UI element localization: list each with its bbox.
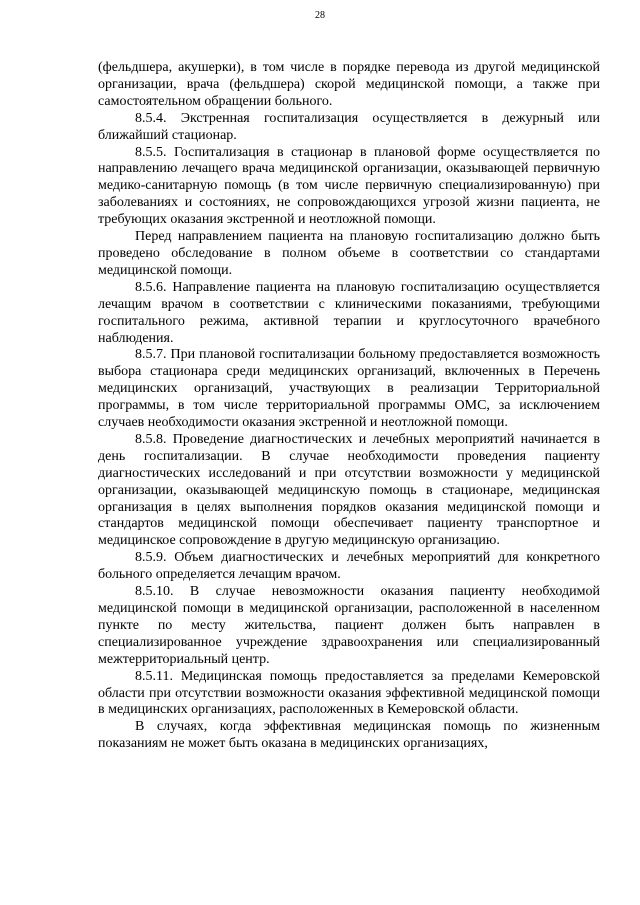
paragraph-8-5-8: 8.5.8. Проведение диагностических и лечебных мероприятий начинается в день госпитализации. В случае необходимости проведения пациенту диагностических исследований и при отсутствии возможности у медицинской организации, оказывающей медицинскую помощь в стационаре, медицинская организация в целях выполнения порядков оказания медицинской помощи и стандартов медицинской помощи обеспечивает пациенту транспортное и медицинское сопровождение в другую медицинскую организацию.	[98, 431, 600, 549]
paragraph-8-5-9: 8.5.9. Объем диагностических и лечебных мероприятий для конкретного больного определяется лечащим врачом.	[98, 550, 600, 583]
paragraph-pre-referral: Перед направлением пациента на плановую госпитализацию должно быть проведено обследование в полном объеме в соответствии со стандартами медицинской помощи.	[98, 229, 600, 278]
paragraph-8-5-7: 8.5.7. При плановой госпитализации больному предоставляется возможность выбора стационара среди медицинских организаций, включенных в Перечень медицинских организаций, участвующих в реализации Территориальной программы, в том числе территориальной программы ОМС, за исключением случаев необходимости оказания экстренной и неотложной помощи.	[98, 347, 600, 431]
paragraph-8-5-11: 8.5.11. Медицинская помощь предоставляется за пределами Кемеровской области при отсутствии возможности оказания эффективной медицинской помощи в медицинских организациях, расположенных в Кемеровской области.	[98, 668, 600, 718]
paragraph-life-indications: В случаях, когда эффективная медицинская помощь по жизненным показаниям не может быть оказана в медицинских организациях,	[98, 719, 600, 752]
paragraph-8-5-10: 8.5.10. В случае невозможности оказания пациенту необходимой медицинской помощи в медицинской организации, расположенной в населенном пункте по месту жительства, пациент должен быть направлен в специализированное учреждение здравоохранения или специализированный межтерриториальный центр.	[98, 584, 600, 667]
document-body	[98, 60, 600, 753]
paragraph-8-5-5: 8.5.5. Госпитализация в стационар в плановой форме осуществляется по направлению лечащего врача медицинской организации, оказывающей первичную медико-санитарную помощь (в том числе первичную специализированную) при заболеваниях и состояниях, не сопровождающихся угрозой жизни пациента, не требующих оказания экстренной и неотложной помощи.	[98, 144, 600, 228]
paragraph-continuation: (фельдшера, акушерки), в том числе в порядке перевода из другой медицинской организации, врача (фельдшера) скорой медицинской помощи, а также при самостоятельном обращении больного.	[98, 60, 600, 109]
paragraph-8-5-4: 8.5.4. Экстренная госпитализация осуществляется в дежурный или ближайший стационар.	[98, 110, 600, 143]
page-number: 28	[315, 10, 325, 21]
paragraph-8-5-6: 8.5.6. Направление пациента на плановую госпитализацию осуществляется лечащим врачом в соответствии с клиническими показаниями, требующими госпитального режима, активной терапии и круглосуточного врачебного наблюдения.	[98, 279, 600, 346]
